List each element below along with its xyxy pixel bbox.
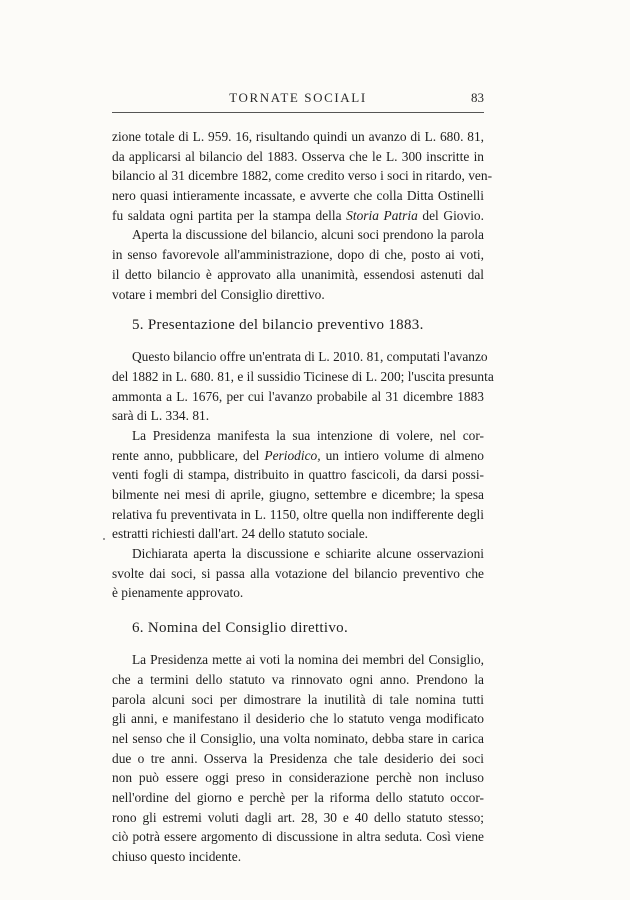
text-line: votare i membri del Consiglio direttivo.	[112, 286, 325, 302]
page-body	[112, 127, 494, 867]
paragraph-bilancio-consuntivo	[112, 127, 493, 225]
text-line: La Presidenza manifesta la sua intenzione di volere, nel cor-	[132, 427, 484, 443]
text-line: rono gli estremi voluti dagli art. 28, 30 e 40 dello statuto stesso;	[112, 809, 484, 825]
text-line: è pienamente approvato.	[112, 585, 244, 601]
text-line: parola alcuni soci per dimostrare la inutilità di tale nomina tutti	[112, 691, 484, 707]
text-line: due o tre anni. Osserva la Presidenza che tale desiderio dei soci	[112, 750, 484, 766]
text-line: svolte dai soci, si passa alla votazione del bilancio preventivo che	[112, 565, 484, 581]
section-heading	[112, 619, 484, 638]
text-line: il detto bilancio è approvato alla unanimità, essendosi astenuti dal	[112, 266, 484, 282]
text-line	[112, 206, 484, 226]
text-line: Questo bilancio offre un'entrata di L. 2010. 81, computati l'avanzo	[132, 349, 488, 365]
section-heading	[112, 316, 484, 335]
text-line: in senso favorevole all'amministrazione, dopo di che, posto ai voti,	[112, 247, 484, 263]
text-line: estratti richiesti dall'art. 24 dello statuto sociale.	[112, 526, 369, 542]
text-line: nero quasi intieramente incassate, e avverte che colla Ditta Ostinelli	[112, 188, 484, 204]
text-line: che a termini dello statuto va rinnovato ogni anno. Prendono la	[112, 671, 484, 687]
text-line: non può essere oggi preso in considerazione perchè non incluso	[112, 770, 484, 786]
text-line: nel senso che il Consiglio, una volta nominato, debba stare in carica	[112, 730, 484, 746]
text-line: bilmente nei mesi di aprile, giugno, settembre e dicembre; la spesa	[112, 487, 484, 502]
text-line: venti fogli di stampa, distribuito in quattro fascicoli, da darsi possi-	[112, 467, 484, 483]
text-line: zione totale di L. 959. 16, risultando quindi un avanzo di L. 680. 81,	[112, 129, 484, 144]
page-header	[112, 90, 484, 112]
page-number: 83	[471, 90, 484, 105]
text-segment: del Giovio.	[422, 207, 484, 223]
text-line: chiuso questo incidente.	[112, 849, 242, 864]
italic-title: Periodico,	[264, 447, 321, 463]
paragraph-nomina-consiglio	[112, 650, 484, 867]
text-line: gli anni, e manifestano il desiderio che lo statuto venga modificato	[112, 711, 484, 727]
section-heading-text: 6. Nomina del Consiglio direttivo.	[132, 620, 349, 637]
paragraph-bilancio-preventivo	[112, 347, 494, 426]
paragraph-discussione	[112, 225, 484, 304]
text-line: La Presidenza mette ai voti la nomina dei membri del Consiglio,	[132, 652, 484, 668]
text-segment: rente anno, pubblicare, del	[112, 447, 260, 463]
text-line	[112, 446, 484, 466]
text-segment: un intiero volume di almeno	[325, 447, 484, 463]
text-line: relativa fu preventivata in L. 1150, oltre quella non indifferente degli	[112, 506, 484, 522]
section-heading-text: 5. Presentazione del bilancio preventivo 1883.	[132, 317, 424, 334]
text-line: bilancio al 31 dicembre 1882, come credito verso i soci in ritardo, ven-	[112, 168, 493, 184]
text-line: del 1882 in L. 680. 81, e il sussidio Ticinese di L. 200; l'uscita presunta	[112, 368, 494, 384]
italic-title: Storia Patria	[346, 207, 418, 223]
header-rule	[112, 112, 484, 113]
text-line: sarà di L. 334. 81.	[112, 408, 210, 424]
text-line: ammonta a L. 1676, per cui l'avanzo probabile al 31 dicembre 1883	[112, 388, 484, 404]
margin-mark	[103, 538, 105, 540]
running-title: TORNATE SOCIALI	[229, 90, 367, 105]
text-line: ciò potrà essere argomento di discussione in altra seduta. Così viene	[112, 829, 484, 845]
paragraph-approvazione	[112, 544, 484, 603]
text-line: nell'ordine del giorno e perchè per la riforma dello statuto occor-	[112, 789, 484, 805]
paragraph-periodico	[112, 426, 484, 544]
text-line: Aperta la discussione del bilancio, alcuni soci prendono la parola	[132, 227, 484, 243]
text-segment: fu saldata ogni partita per la stampa della	[112, 207, 342, 223]
text-line: Dichiarata aperta la discussione e schiarite alcune osservazioni	[132, 546, 484, 562]
text-line: da applicarsi al bilancio del 1883. Osserva che le L. 300 inscritte in	[112, 148, 484, 164]
